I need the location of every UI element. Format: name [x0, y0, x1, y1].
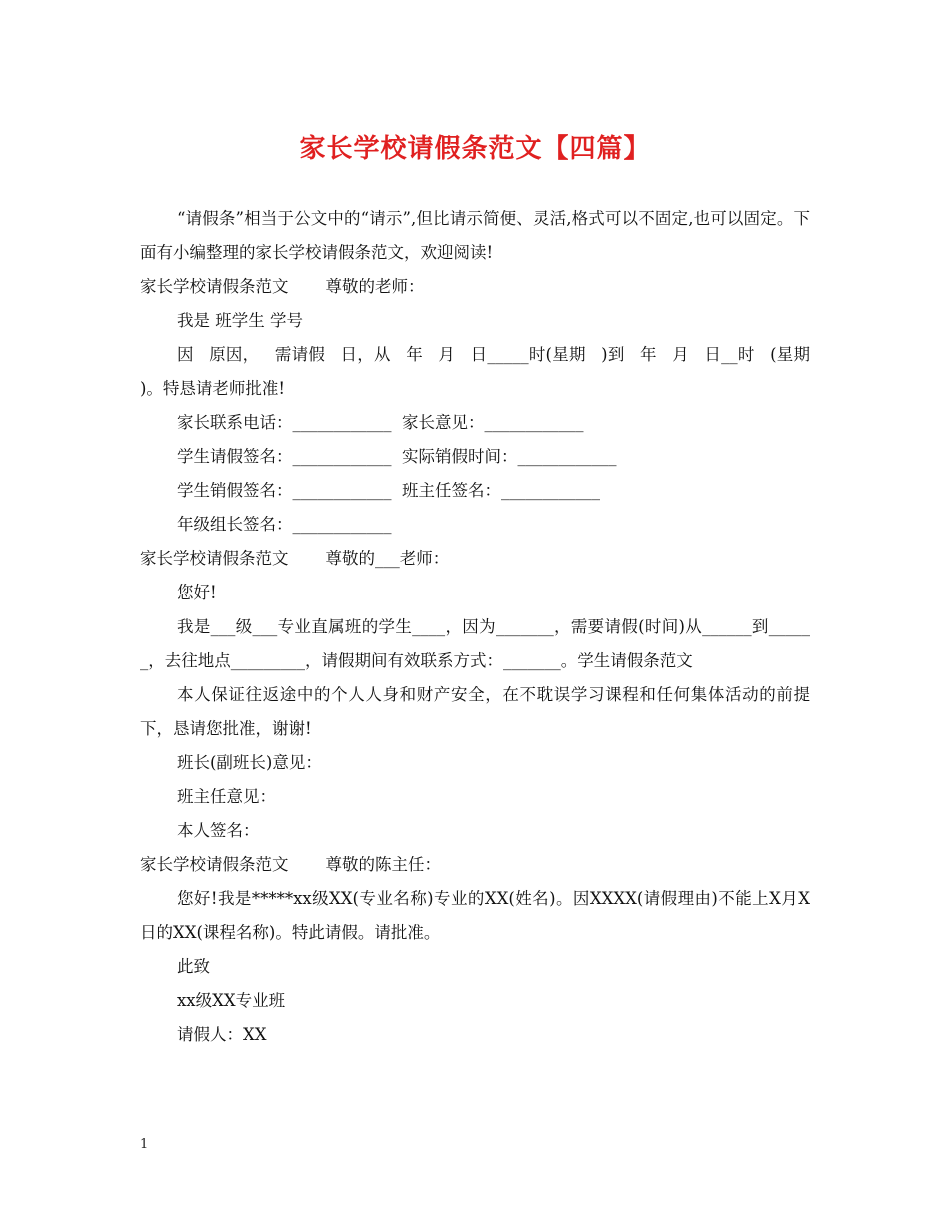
sample1-line1: 我是 班学生 学号	[177, 311, 303, 330]
field-return-time: 实际销假时间：____________	[402, 447, 617, 466]
intro-paragraph: “请假条”相当于公文中的“请示”,但比请示简便、灵活,格式可以不固定,也可以固定。下面有小编整理的家长学校请假条范文，欢迎阅读!	[140, 209, 810, 262]
sample3-body: 您好!我是*****xx级XX(专业名称)专业的XX(姓名)。因XXXX(请假理由)不能上X月X日的XX(课程名称)。特此请假。请批准。	[140, 889, 810, 942]
page-number: 1	[140, 1137, 149, 1152]
field-grade-leader-sign: 年级组长签名：____________	[177, 515, 392, 534]
monitor-opinion: 班长(副班长)意见：	[177, 753, 322, 772]
closing: 此致	[177, 957, 210, 976]
class-name: xx级XX专业班	[177, 991, 286, 1010]
sample1-heading-line	[140, 270, 810, 304]
salutation: 尊敬的陈主任：	[325, 855, 441, 874]
sample2-body2: 本人保证往返途中的个人人身和财产安全，在不耽误学习课程和任何集体活动的前提下，恳请您批准，谢谢!	[140, 685, 810, 738]
teacher-opinion: 班主任意见：	[177, 787, 276, 806]
sample2-body: 我是___级___专业直属班的学生____，因为_______，需要请假(时间)从______到______，去往地点_________，请假期间有效联系方式：_______。学生请假条范文	[140, 617, 810, 670]
sample2-heading-line	[140, 542, 810, 576]
sample3-heading-line	[140, 848, 810, 882]
form-row	[140, 508, 810, 542]
field-head-teacher-sign: 班主任签名：____________	[402, 481, 600, 500]
field-parent-phone: 家长联系电话：____________	[177, 413, 392, 432]
field-parent-opinion: 家长意见：____________	[402, 413, 584, 432]
salutation: 尊敬的老师：	[325, 277, 425, 296]
field-student-sign: 学生请假签名：____________	[177, 447, 392, 466]
document-title: 家长学校请假条范文【四篇】	[299, 134, 651, 164]
sample1-line2: 因 原因， 需请假 日，从 年 月 日_____时(星期 )到 年 月 日__时 (星期 )。特恳请老师批准!	[140, 345, 810, 398]
sample-heading: 家长学校请假条范文	[140, 855, 289, 874]
applicant: 请假人：XX	[177, 1025, 267, 1044]
greeting: 您好!	[177, 583, 217, 602]
sample-heading: 家长学校请假条范文	[140, 277, 289, 296]
signature: 本人签名：	[177, 821, 260, 840]
sample-heading: 家长学校请假条范文	[140, 549, 289, 568]
form-row	[140, 474, 810, 508]
document-body	[140, 202, 810, 1052]
form-row	[140, 440, 810, 474]
form-row	[140, 406, 810, 440]
salutation: 尊敬的___老师：	[325, 549, 450, 568]
field-return-sign: 学生销假签名：____________	[177, 481, 392, 500]
